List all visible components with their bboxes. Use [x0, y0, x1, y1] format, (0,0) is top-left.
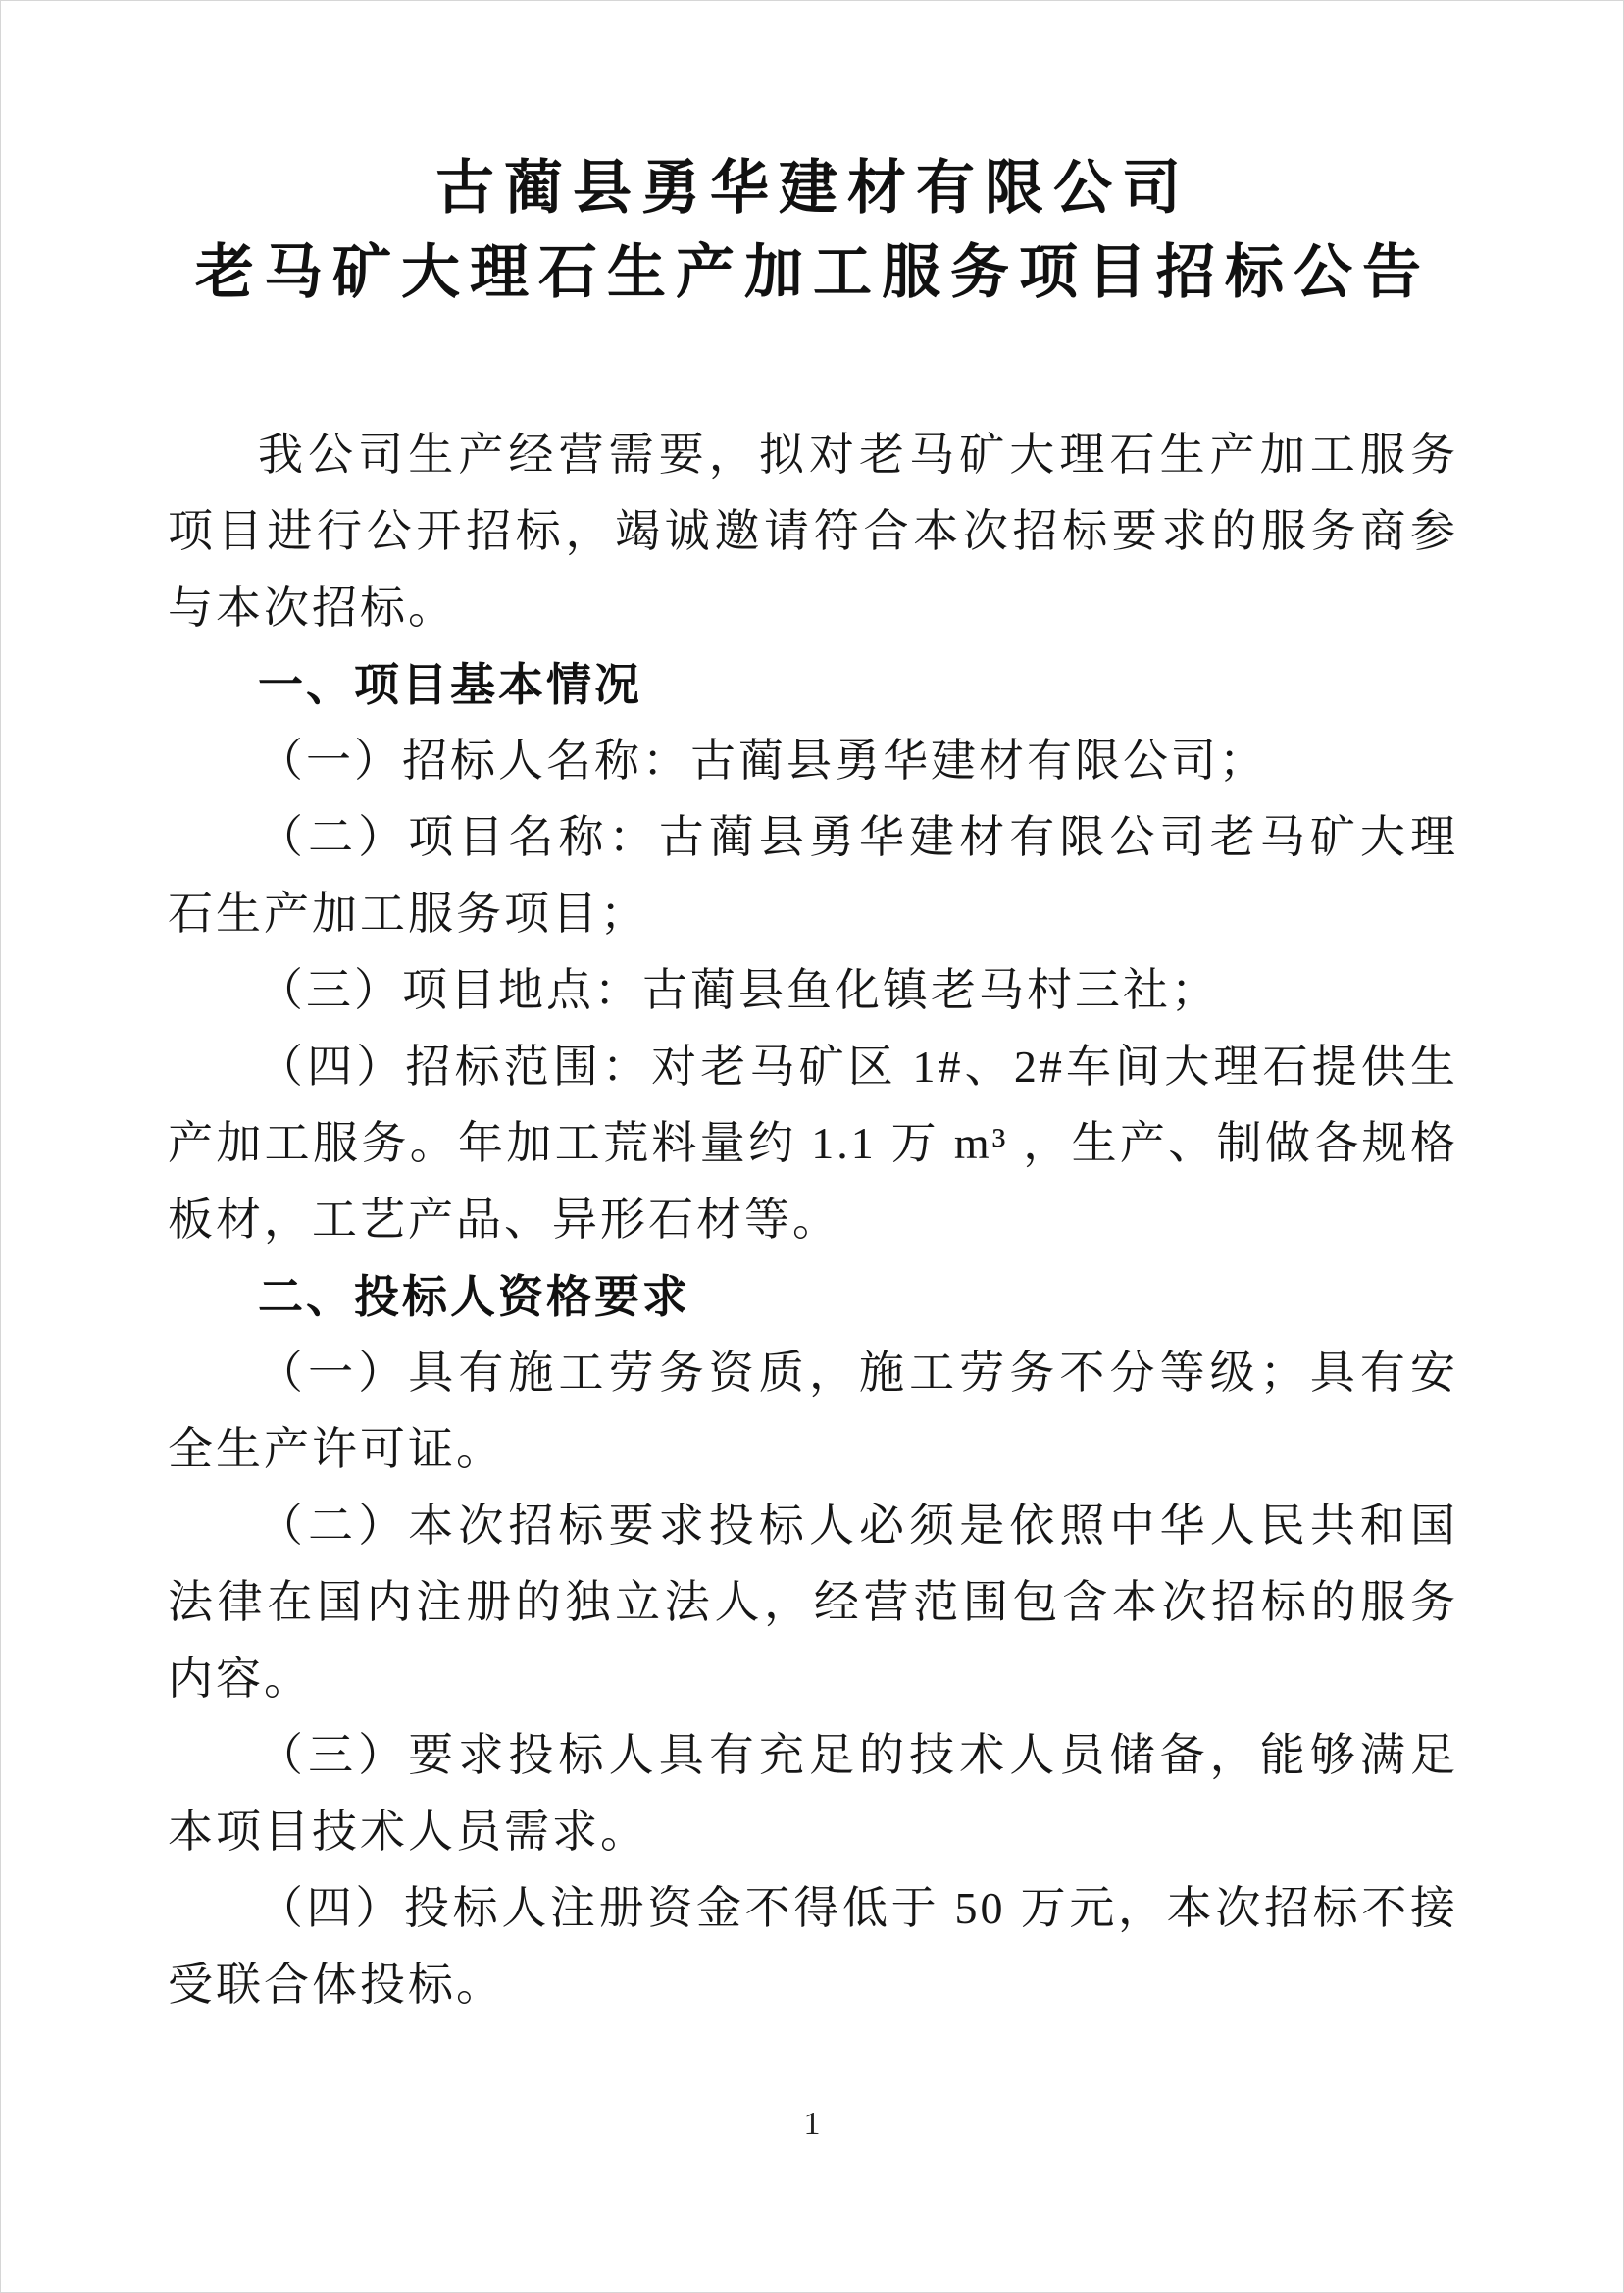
- section-2-item-1: （一）具有施工劳务资质，施工劳务不分等级；具有安全生产许可证。: [168, 1348, 1458, 1474]
- page-number: 1: [803, 2106, 821, 2142]
- section-2-item-4: （四）投标人注册资金不得低于 50 万元，本次招标不接受联合体投标。: [168, 1883, 1458, 2010]
- section-1-item-2: （二）项目名称：古蔺县勇华建材有限公司老马矿大理石生产加工服务项目；: [168, 812, 1458, 939]
- title-line-2: 老马矿大理石生产加工服务项目招标公告: [195, 239, 1431, 305]
- intro-paragraph: 我公司生产经营需要，拟对老马矿大理石生产加工服务项目进行公开招标，竭诚邀请符合本次招标要求的服务商参与本次招标。: [168, 430, 1458, 633]
- section-1-item-3: （三）项目地点：古蔺县鱼化镇老马村三社；: [258, 965, 1219, 1015]
- section-2-heading: 二、投标人资格要求: [258, 1271, 690, 1322]
- section-1-item-1: （一）招标人名称：古蔺县勇华建材有限公司；: [258, 736, 1267, 786]
- section-2-item-3: （三）要求投标人具有充足的技术人员储备，能够满足本项目技术人员需求。: [168, 1730, 1458, 1857]
- section-1-heading: 一、项目基本情况: [258, 659, 642, 710]
- section-1-item-4: （四）招标范围：对老马矿区 1#、2#车间大理石提供生产加工服务。年加工荒料量约 1.1 万 m³ ，生产、制做各规格板材，工艺产品、异形石材等。: [168, 1042, 1458, 1245]
- title-line-1: 古蔺县勇华建材有限公司: [435, 155, 1191, 221]
- document-title: [168, 146, 1458, 315]
- section-2-item-2: （二）本次招标要求投标人必须是依照中华人民共和国法律在国内注册的独立法人，经营范围包含本次招标的服务内容。: [168, 1501, 1458, 1704]
